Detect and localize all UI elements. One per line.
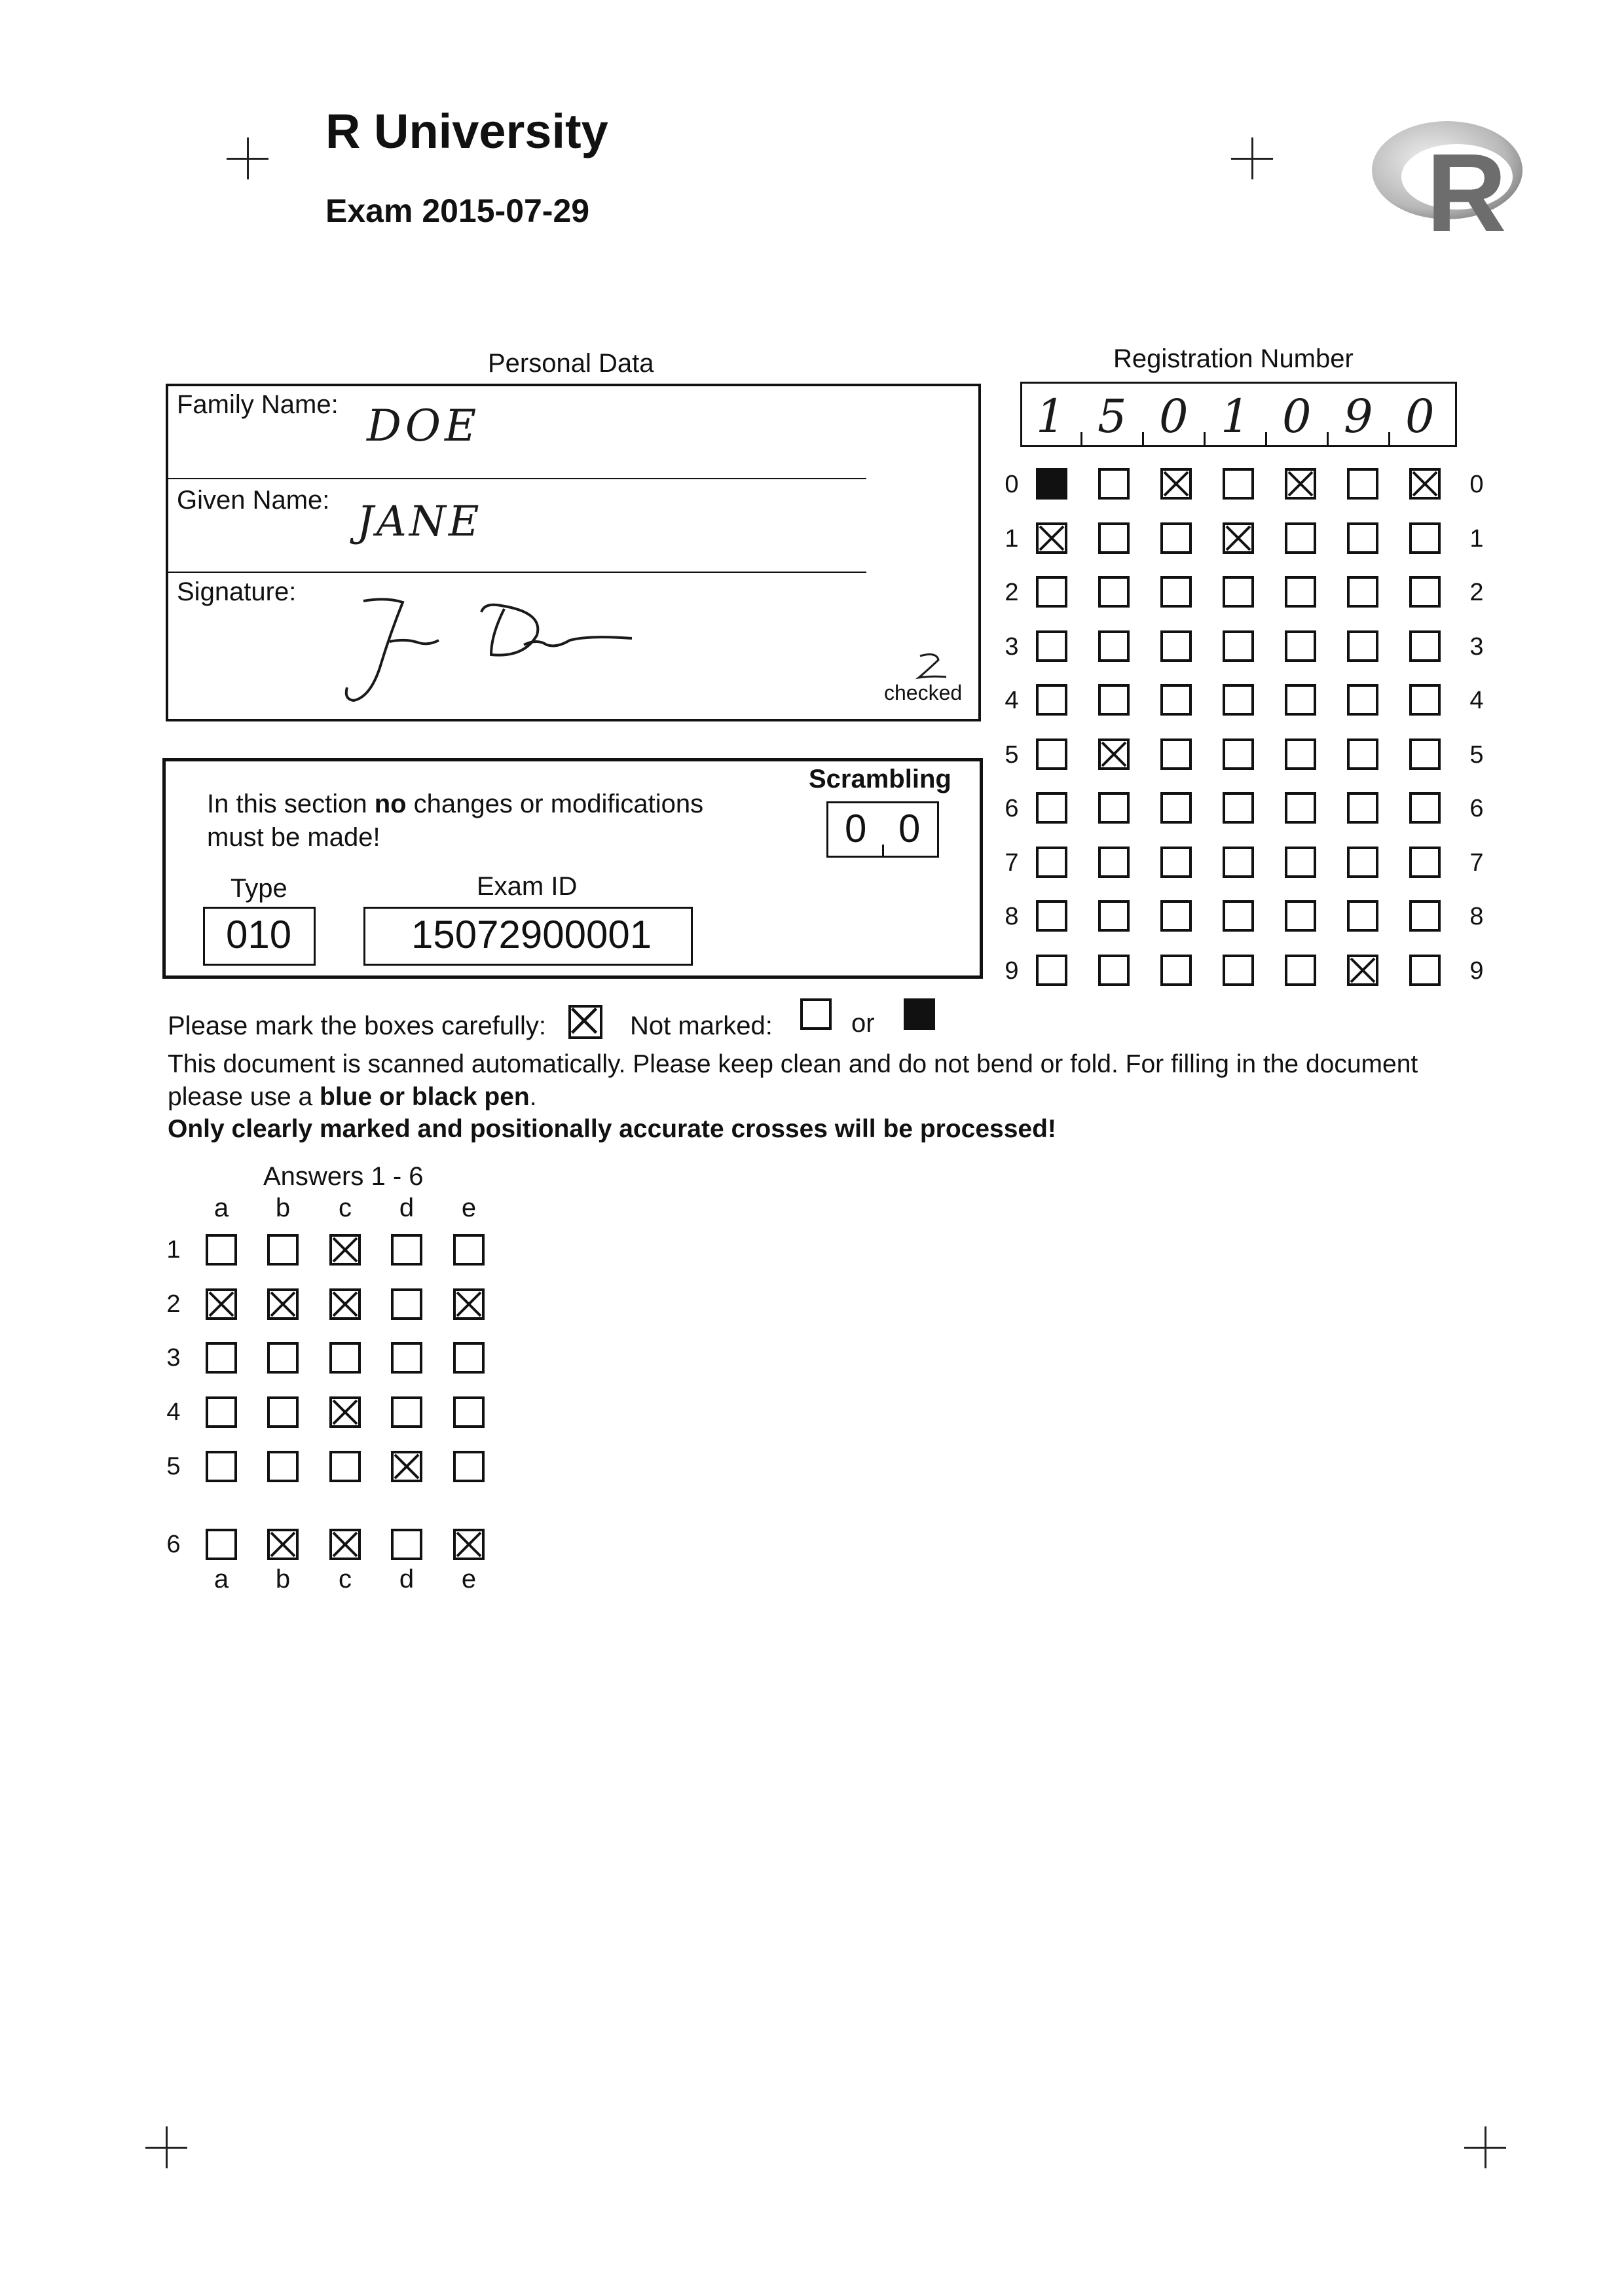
exam-id-label: Exam ID bbox=[477, 872, 578, 901]
answer-column-label-bottom: d bbox=[399, 1565, 415, 1594]
registration-checkbox[interactable] bbox=[1223, 522, 1254, 554]
exam-date: Exam 2015-07-29 bbox=[325, 192, 590, 229]
registration-checkbox[interactable] bbox=[1347, 738, 1378, 770]
registration-checkbox[interactable] bbox=[1285, 630, 1316, 662]
r-logo-letter: R bbox=[1426, 131, 1507, 239]
checked-stamp bbox=[881, 648, 979, 714]
answer-checkbox[interactable] bbox=[206, 1288, 237, 1320]
registration-checkbox[interactable] bbox=[1160, 576, 1192, 608]
registration-checkbox[interactable] bbox=[1285, 468, 1316, 500]
answer-checkbox[interactable] bbox=[453, 1342, 485, 1374]
registration-checkbox[interactable] bbox=[1223, 955, 1254, 986]
registration-checkbox[interactable] bbox=[1347, 576, 1378, 608]
registration-row-label: 0 bbox=[1005, 471, 1019, 498]
scrambling-separator bbox=[882, 845, 884, 856]
registration-mark-top-right bbox=[1231, 137, 1273, 179]
answer-checkbox[interactable] bbox=[391, 1396, 422, 1428]
registration-checkbox[interactable] bbox=[1036, 684, 1067, 716]
registration-row-label: 2 bbox=[1469, 579, 1484, 606]
registration-checkbox[interactable] bbox=[1098, 684, 1130, 716]
registration-checkbox[interactable] bbox=[1285, 738, 1316, 770]
answer-checkbox[interactable] bbox=[267, 1288, 299, 1320]
registration-checkbox[interactable] bbox=[1098, 792, 1130, 824]
r-logo bbox=[1369, 115, 1526, 239]
given-name-field[interactable]: JANE bbox=[357, 498, 482, 546]
registration-checkbox[interactable] bbox=[1347, 630, 1378, 662]
registration-checkbox[interactable] bbox=[1098, 900, 1130, 932]
registration-row-label: 1 bbox=[1469, 524, 1484, 553]
answer-checkbox[interactable] bbox=[391, 1529, 422, 1560]
registration-checkbox[interactable] bbox=[1160, 738, 1192, 770]
answer-checkbox[interactable] bbox=[391, 1451, 422, 1482]
registration-row-label: 8 bbox=[1005, 903, 1019, 930]
registration-checkbox[interactable] bbox=[1409, 522, 1441, 554]
registration-checkbox[interactable] bbox=[1285, 522, 1316, 554]
registration-checkbox[interactable] bbox=[1098, 630, 1130, 662]
registration-digit[interactable]: 0 bbox=[1282, 390, 1312, 443]
registration-checkbox[interactable] bbox=[1285, 792, 1316, 824]
answer-checkbox[interactable] bbox=[453, 1234, 485, 1266]
registration-checkbox[interactable] bbox=[1160, 955, 1192, 986]
answer-checkbox[interactable] bbox=[391, 1234, 422, 1266]
registration-checkbox[interactable] bbox=[1036, 576, 1067, 608]
registration-row-label: 8 bbox=[1469, 903, 1484, 930]
answer-checkbox[interactable] bbox=[453, 1396, 485, 1428]
not-marked-text: Not marked: bbox=[630, 1011, 773, 1040]
registration-row-label: 5 bbox=[1469, 740, 1484, 769]
answer-row-label: 2 bbox=[166, 1290, 181, 1318]
answer-checkbox[interactable] bbox=[206, 1451, 237, 1482]
registration-checkbox[interactable] bbox=[1347, 792, 1378, 824]
answer-row-label: 5 bbox=[166, 1453, 181, 1480]
registration-checkbox[interactable] bbox=[1098, 955, 1130, 986]
registration-checkbox[interactable] bbox=[1036, 630, 1067, 662]
scrambling-digit-2: 0 bbox=[898, 807, 921, 850]
answer-checkbox[interactable] bbox=[267, 1451, 299, 1482]
digit-separator bbox=[1142, 432, 1144, 445]
registration-row-label: 7 bbox=[1469, 848, 1484, 877]
registration-digit[interactable]: 0 bbox=[1405, 390, 1435, 443]
answer-row-label: 3 bbox=[166, 1344, 181, 1372]
registration-checkbox[interactable] bbox=[1036, 900, 1067, 932]
registration-checkbox[interactable] bbox=[1160, 468, 1192, 500]
registration-checkbox[interactable] bbox=[1160, 792, 1192, 824]
answer-checkbox[interactable] bbox=[453, 1529, 485, 1560]
answer-row-label: 1 bbox=[166, 1236, 181, 1264]
checked-label: checked bbox=[884, 681, 963, 704]
answer-column-label-top: b bbox=[275, 1194, 291, 1222]
answer-column-label-bottom: e bbox=[461, 1565, 477, 1594]
registration-checkbox[interactable] bbox=[1409, 847, 1441, 878]
family-name-underline bbox=[167, 478, 866, 479]
registration-digit[interactable]: 1 bbox=[1221, 390, 1250, 443]
registration-checkbox[interactable] bbox=[1347, 847, 1378, 878]
registration-checkbox[interactable] bbox=[1036, 738, 1067, 770]
no-changes-text: In this section no changes or modifications bbox=[207, 790, 704, 818]
registration-checkbox[interactable] bbox=[1098, 522, 1130, 554]
registration-row-label: 4 bbox=[1005, 687, 1019, 714]
registration-checkbox[interactable] bbox=[1285, 900, 1316, 932]
exam-id-value: 15072900001 bbox=[411, 913, 652, 957]
answer-checkbox[interactable] bbox=[206, 1342, 237, 1374]
digit-separator bbox=[1388, 432, 1390, 445]
registration-checkbox[interactable] bbox=[1409, 684, 1441, 716]
answer-checkbox[interactable] bbox=[329, 1451, 361, 1482]
registration-row-label: 4 bbox=[1469, 687, 1484, 714]
example-crossed-box bbox=[568, 1005, 602, 1039]
registration-checkbox[interactable] bbox=[1223, 792, 1254, 824]
registration-checkbox[interactable] bbox=[1285, 576, 1316, 608]
family-name-field[interactable]: DOE bbox=[367, 401, 481, 451]
registration-checkbox[interactable] bbox=[1409, 468, 1441, 500]
type-label: Type bbox=[231, 874, 287, 903]
or-text: or bbox=[851, 1009, 875, 1038]
answer-checkbox[interactable] bbox=[453, 1288, 485, 1320]
registration-checkbox[interactable] bbox=[1223, 738, 1254, 770]
answer-checkbox[interactable] bbox=[453, 1451, 485, 1482]
registration-mark-bottom-right bbox=[1464, 2126, 1506, 2168]
registration-checkbox[interactable] bbox=[1285, 955, 1316, 986]
answer-checkbox[interactable] bbox=[267, 1396, 299, 1428]
registration-row-label: 6 bbox=[1005, 795, 1019, 822]
registration-checkbox[interactable] bbox=[1285, 847, 1316, 878]
registration-checkbox[interactable] bbox=[1347, 684, 1378, 716]
signature-label: Signature: bbox=[177, 577, 297, 606]
answer-checkbox[interactable] bbox=[391, 1288, 422, 1320]
digit-separator bbox=[1265, 432, 1267, 445]
answer-checkbox[interactable] bbox=[206, 1396, 237, 1428]
answer-checkbox[interactable] bbox=[329, 1234, 361, 1266]
type-value: 010 bbox=[226, 913, 292, 957]
scrambling-digit-1: 0 bbox=[845, 807, 867, 850]
registration-row-label: 3 bbox=[1469, 632, 1484, 661]
digit-separator bbox=[1080, 432, 1082, 445]
scrambling-label: Scrambling bbox=[809, 765, 951, 793]
registration-checkbox[interactable] bbox=[1160, 630, 1192, 662]
registration-digit[interactable]: 5 bbox=[1098, 390, 1127, 443]
scan-instructions-line3: Only clearly marked and positionally accurate crosses will be processed! bbox=[168, 1115, 1056, 1143]
registration-checkbox[interactable] bbox=[1098, 576, 1130, 608]
registration-checkbox[interactable] bbox=[1036, 847, 1067, 878]
registration-checkbox[interactable] bbox=[1409, 900, 1441, 932]
digit-separator bbox=[1327, 432, 1329, 445]
registration-checkbox[interactable] bbox=[1098, 738, 1130, 770]
registration-checkbox[interactable] bbox=[1160, 900, 1192, 932]
mark-carefully-text: Please mark the boxes carefully: bbox=[168, 1011, 547, 1040]
registration-mark-top-left bbox=[227, 137, 268, 179]
answer-checkbox[interactable] bbox=[329, 1342, 361, 1374]
example-empty-box bbox=[800, 998, 832, 1030]
registration-row-label: 3 bbox=[1005, 632, 1019, 661]
answer-checkbox[interactable] bbox=[267, 1234, 299, 1266]
answer-row-label: 4 bbox=[166, 1398, 181, 1426]
registration-row-label: 7 bbox=[1005, 848, 1019, 877]
registration-checkbox[interactable] bbox=[1347, 468, 1378, 500]
registration-digit[interactable]: 9 bbox=[1344, 390, 1373, 443]
registration-row-label: 6 bbox=[1469, 795, 1484, 822]
answer-column-label-bottom: c bbox=[339, 1565, 352, 1594]
registration-mark-bottom-left bbox=[145, 2126, 187, 2168]
scan-instructions-line1: This document is scanned automatically. Please keep clean and do not bend or fold. For filling in the document bbox=[168, 1050, 1418, 1078]
registration-checkbox[interactable] bbox=[1160, 847, 1192, 878]
registration-checkbox[interactable] bbox=[1036, 468, 1067, 500]
answer-column-label-top: c bbox=[339, 1194, 352, 1222]
registration-number-heading: Registration Number bbox=[1113, 344, 1354, 373]
registration-row-label: 9 bbox=[1005, 957, 1019, 985]
answer-checkbox[interactable] bbox=[267, 1342, 299, 1374]
answer-column-label-top: a bbox=[213, 1194, 229, 1222]
answer-row-label: 6 bbox=[166, 1531, 181, 1558]
page-title: R University bbox=[325, 104, 608, 158]
answers-heading: Answers 1 - 6 bbox=[263, 1162, 424, 1191]
registration-checkbox[interactable] bbox=[1223, 847, 1254, 878]
answer-column-label-bottom: a bbox=[213, 1565, 229, 1594]
registration-checkbox[interactable] bbox=[1160, 684, 1192, 716]
registration-checkbox[interactable] bbox=[1036, 522, 1067, 554]
signature-field[interactable] bbox=[327, 583, 655, 714]
given-name-label: Given Name: bbox=[177, 486, 330, 515]
registration-digit[interactable]: 1 bbox=[1036, 390, 1065, 443]
registration-checkbox[interactable] bbox=[1223, 468, 1254, 500]
registration-row-label: 9 bbox=[1469, 957, 1484, 985]
registration-checkbox[interactable] bbox=[1160, 522, 1192, 554]
answer-column-label-top: e bbox=[461, 1194, 477, 1222]
registration-checkbox[interactable] bbox=[1223, 630, 1254, 662]
personal-data-heading: Personal Data bbox=[488, 349, 654, 378]
registration-checkbox[interactable] bbox=[1409, 738, 1441, 770]
example-filled-box bbox=[904, 998, 935, 1030]
registration-checkbox[interactable] bbox=[1223, 900, 1254, 932]
registration-digit[interactable]: 0 bbox=[1159, 390, 1189, 443]
registration-checkbox[interactable] bbox=[1409, 630, 1441, 662]
registration-row-label: 5 bbox=[1005, 740, 1019, 769]
registration-checkbox[interactable] bbox=[1098, 468, 1130, 500]
answer-checkbox[interactable] bbox=[391, 1342, 422, 1374]
registration-row-label: 0 bbox=[1469, 471, 1484, 498]
registration-checkbox[interactable] bbox=[1347, 522, 1378, 554]
registration-checkbox[interactable] bbox=[1409, 576, 1441, 608]
family-name-label: Family Name: bbox=[177, 390, 339, 419]
registration-row-label: 1 bbox=[1005, 524, 1019, 553]
registration-row-label: 2 bbox=[1005, 579, 1019, 606]
registration-checkbox[interactable] bbox=[1098, 847, 1130, 878]
registration-checkbox[interactable] bbox=[1285, 684, 1316, 716]
registration-checkbox[interactable] bbox=[1409, 955, 1441, 986]
scan-instructions-line2: please use a blue or black pen. bbox=[168, 1083, 537, 1111]
digit-separator bbox=[1204, 432, 1206, 445]
answer-checkbox[interactable] bbox=[329, 1396, 361, 1428]
answer-checkbox[interactable] bbox=[206, 1529, 237, 1560]
answer-checkbox[interactable] bbox=[329, 1288, 361, 1320]
registration-checkbox[interactable] bbox=[1409, 792, 1441, 824]
registration-checkbox[interactable] bbox=[1223, 576, 1254, 608]
answer-checkbox[interactable] bbox=[267, 1529, 299, 1560]
registration-checkbox[interactable] bbox=[1347, 955, 1378, 986]
registration-checkbox[interactable] bbox=[1223, 684, 1254, 716]
answer-column-label-bottom: b bbox=[275, 1565, 291, 1594]
answer-checkbox[interactable] bbox=[329, 1529, 361, 1560]
registration-checkbox[interactable] bbox=[1347, 900, 1378, 932]
registration-checkbox[interactable] bbox=[1036, 955, 1067, 986]
answer-column-label-top: d bbox=[399, 1194, 415, 1222]
given-name-underline bbox=[167, 572, 866, 573]
answer-checkbox[interactable] bbox=[206, 1234, 237, 1266]
registration-checkbox[interactable] bbox=[1036, 792, 1067, 824]
no-changes-text-line2: must be made! bbox=[207, 823, 380, 852]
